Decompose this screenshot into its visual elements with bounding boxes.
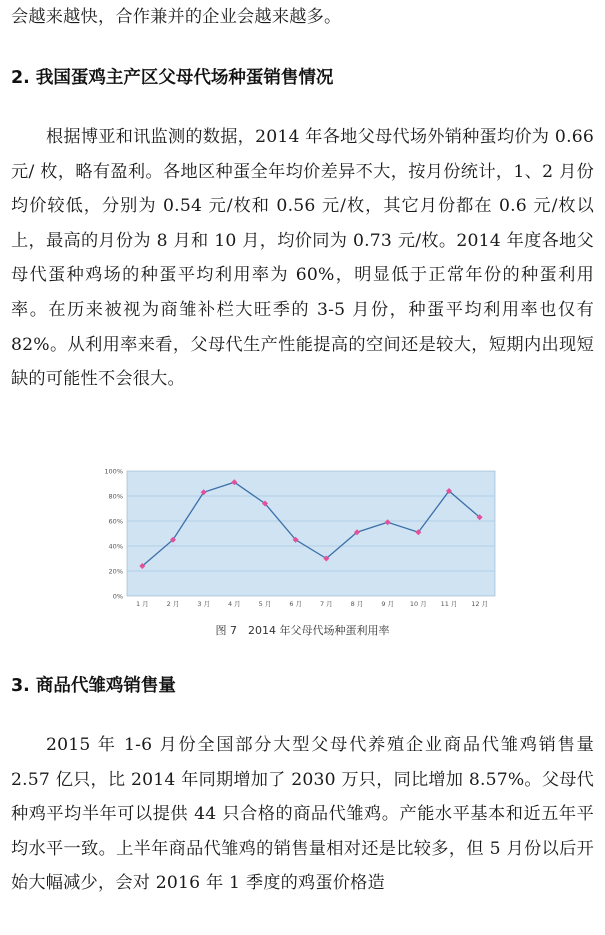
section2-heading: 2. 我国蛋鸡主产区父母代场种蛋销售情况 xyxy=(11,68,334,88)
y-tick-label: 60% xyxy=(108,517,123,526)
y-tick-label: 40% xyxy=(108,542,123,551)
x-tick-label: 6 月 xyxy=(289,600,303,608)
section3-paragraph: 2015 年 1-6 月份全国部分大型父母代养殖企业商品代雏鸡销售量 2.57 亿只，比 2014 年同期增加了 2030 万只，同比增加 8.57%。父母代种鸡平均半年可以提供 44 只合格的商品代雏鸡。产能水平基本和近五年平均水平一致。上半年商品代雏鸡的销售量相对还是比较多，但 5 月份以后开始大幅减少，会对 2016 年 1 季度的鸡蛋价格造 xyxy=(11,735,594,894)
x-tick-label: 12 月 xyxy=(471,600,489,608)
x-tick-label: 8 月 xyxy=(350,600,364,608)
intro-tail-text: 会越来越快，合作兼并的企业会越来越多。 xyxy=(11,7,342,27)
x-tick-label: 9 月 xyxy=(381,600,395,608)
x-axis-labels xyxy=(136,600,488,608)
x-tick-label: 1 月 xyxy=(135,600,149,608)
x-tick-label: 3 月 xyxy=(197,600,211,608)
x-tick-label: 11 月 xyxy=(440,600,458,608)
figure-caption: 图 7 2014 年父母代场种蛋利用率 xyxy=(215,624,390,637)
plot-area xyxy=(127,471,495,596)
y-tick-label: 20% xyxy=(108,567,123,576)
x-tick-label: 7 月 xyxy=(319,600,333,608)
y-tick-label: 80% xyxy=(108,492,123,501)
section2-paragraph: 根据博亚和讯监测的数据，2014 年各地父母代场外销种蛋均价为 0.66 元/ 枚，略有盈利。各地区种蛋全年均价差异不大，按月份统计，1、2 月份均价较低，分别为 0.54 元/枚和 0.56 元/枚，其它月份都在 0.6 元/枚以上，最高的月份为 8 月和 10 月，均价同为 0.73 元/枚。2014 年度各地父母代蛋种鸡场的种蛋平均利用率为 60%，明显低于正常年份的种蛋利用率。在历来被视为商雏补栏大旺季的 3-5 月份，种蛋平均利用率也仅有 82%。从利用率来看，父母代生产性能提高的空间还是较大，短期内出现短缺的可能性不会很大。 xyxy=(11,127,594,390)
x-tick-label: 10 月 xyxy=(409,600,427,608)
utilization-line-chart xyxy=(95,466,505,616)
x-tick-label: 5 月 xyxy=(258,600,272,608)
y-tick-label: 100% xyxy=(104,467,123,476)
y-tick-label: 0% xyxy=(112,592,123,601)
section3-heading: 3. 商品代雏鸡销售量 xyxy=(11,676,176,696)
y-axis-labels xyxy=(104,467,123,600)
x-tick-label: 4 月 xyxy=(227,600,241,608)
x-tick-label: 2 月 xyxy=(166,600,180,608)
